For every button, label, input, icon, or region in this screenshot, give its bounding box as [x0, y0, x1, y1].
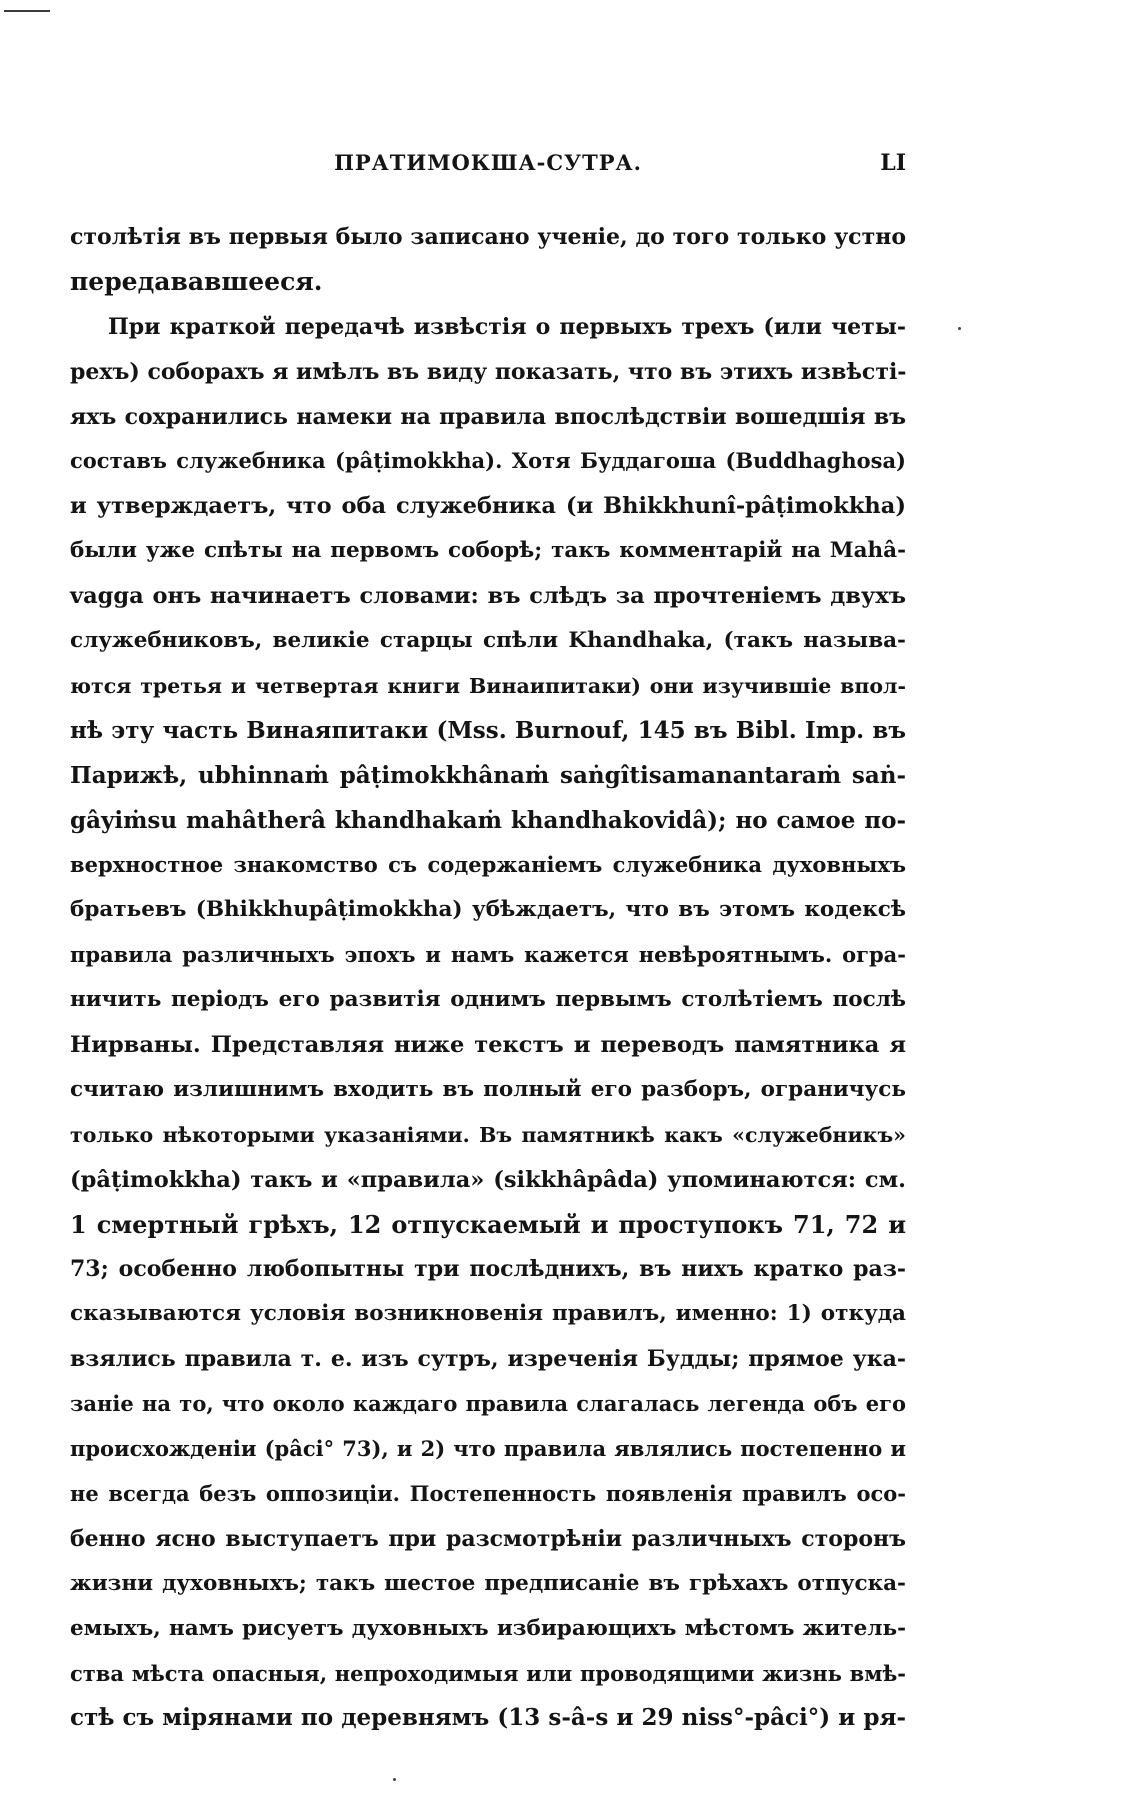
page-header	[70, 150, 906, 190]
text-line: служебниковъ, великіе старцы спѣли Khandhaka, (такъ называ-	[70, 628, 906, 654]
scan-speck	[958, 327, 961, 330]
text-line: и утверждаетъ, что оба служебника (и Bhikkhunî-pâṭimokkha)	[70, 493, 906, 520]
text-line: 1 смертный грѣхъ, 12 отпускаемый и проступокъ 71, 72 и	[70, 1209, 906, 1239]
text-line: считаю излишнимъ входить въ полный его разборъ, ограничусь	[70, 1076, 906, 1102]
text-line: рехъ) соборахъ я имѣлъ въ виду показать, что въ этихъ извѣстi-	[70, 358, 907, 385]
body-text	[70, 215, 906, 1741]
text-line: 73; особенно любопытны три послѣднихъ, въ нихъ кратко раз-	[70, 1256, 906, 1283]
text-line: не всегда безъ оппозиціи. Постепенность появленія правилъ осо-	[70, 1480, 906, 1506]
scan-edge-mark	[4, 10, 50, 12]
text-line: ничить періодъ его развитія однимъ первымъ столѣтіемъ послѣ	[70, 987, 906, 1013]
text-line: жизни духовныхъ; такъ шестое предписаніе въ грѣхахъ отпуска-	[70, 1570, 906, 1596]
text-line: составъ служебника (pâṭimokkha). Хотя Буддагоша (Buddhaghosa)	[70, 448, 906, 474]
page-number: LI	[880, 150, 906, 176]
text-line: были уже спѣты на первомъ соборѣ; такъ комментарій на Mahâ-	[70, 538, 906, 564]
scan-speck	[393, 1778, 396, 1781]
text-line: только нѣкоторыми указаніями. Въ памятникѣ какъ «служебникъ»	[70, 1122, 906, 1147]
text-line: gâyiṁsu mahâtherâ khandhakaṁ khandhakovidâ); но самое по-	[70, 806, 906, 834]
text-line: правила различныхъ эпохъ и намъ кажется невѣроятнымъ. огра-	[70, 942, 906, 968]
text-line: сказываются условія возникновенія правилъ, именно: 1) откуда	[70, 1301, 906, 1327]
text-line: ства мѣста опасныя, непроходимыя или проводящими жизнь вмѣ-	[70, 1660, 906, 1686]
text-line: верхностное знакомство съ содержаніемъ служебника духовныхъ	[70, 852, 906, 878]
text-line: яхъ сохранились намеки на правила впослѣдствіи вошедшія въ	[70, 403, 906, 430]
text-line: При краткой передачѣ извѣстія о первыхъ трехъ (или четы-	[108, 313, 906, 340]
text-line: Парижѣ, ubhinnaṁ pâṭimokkhânaṁ saṅgîtisamanantaraṁ saṅ-	[70, 761, 906, 789]
text-line: происхожденіи (pâci° 73), и 2) что правила являлись постепенно и	[70, 1436, 906, 1462]
text-line: (pâṭimokkha) такъ и «правила» (sikkhâpâda) упоминаются: см.	[70, 1166, 906, 1193]
text-line: взялись правила т. е. изъ сутръ, изреченія Будды; прямое ука-	[70, 1346, 906, 1373]
text-line: Нирваны. Представляя ниже текстъ и переводъ памятника я	[70, 1032, 906, 1059]
text-line: заніе на то, что около каждаго правила слагалась легенда объ его	[70, 1391, 906, 1417]
text-line: бенно ясно выступаетъ при разсмотрѣніи различныхъ сторонъ	[70, 1525, 906, 1552]
text-line: ются третья и четвертая книги Винаипитаки) они изучившіе впол-	[70, 673, 906, 698]
text-line: емыхъ, намъ рисуетъ духовныхъ избирающихъ мѣстомъ житель-	[70, 1615, 906, 1641]
text-line: нѣ эту часть Винаяпитаки (Mss. Burnouf, 145 въ Bibl. Imp. въ	[70, 716, 906, 744]
text-line: передававшееся.	[70, 266, 323, 296]
running-head: ПРАТИМОКША-СУТРА.	[334, 150, 642, 175]
text-line: братьевъ (Bhikkhupâṭimokkha) убѣждаетъ, что въ этомъ кодексѣ	[70, 897, 906, 923]
text-line: vagga онъ начинаетъ словами: въ слѣдъ за прочтеніемъ двухъ	[70, 583, 906, 610]
text-line: стѣ съ мірянами по деревнямъ (13 s-â-s и 29 niss°-pâci°) и ря-	[70, 1704, 906, 1732]
text-line: столѣтія въ первыя было записано ученіе, до того только устно	[70, 224, 906, 250]
